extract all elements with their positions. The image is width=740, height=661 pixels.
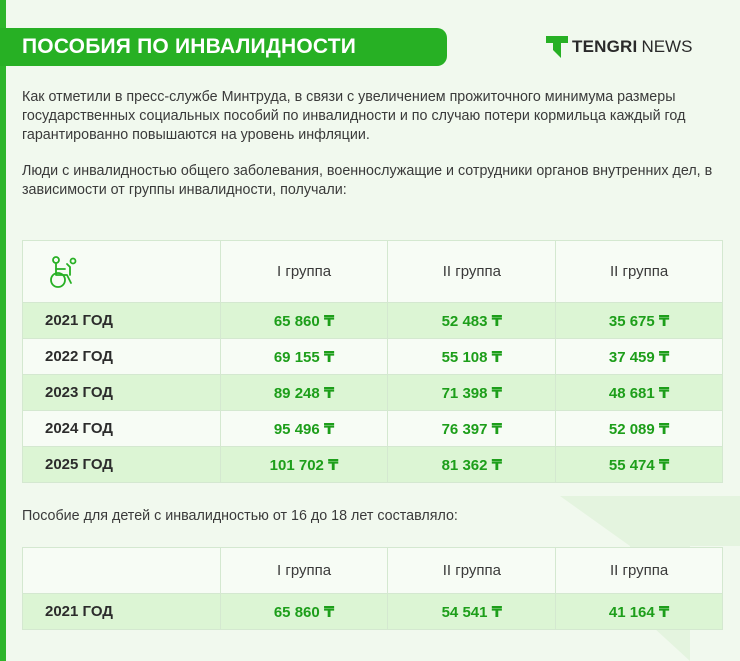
header-group-2: II группа (388, 548, 556, 594)
row-year: 2021 ГОД (23, 303, 221, 339)
header-group-1: I группа (220, 548, 388, 594)
row-value-group-3: 55 474 ₸ (556, 447, 723, 483)
table-header-row (23, 548, 723, 594)
table-header-row (23, 241, 723, 303)
header-group-3: II группа (556, 548, 723, 594)
row-year: 2024 ГОД (23, 411, 221, 447)
header-group-1: I группа (220, 241, 388, 303)
title-banner (0, 28, 447, 66)
header-group-3: II группа (556, 241, 723, 303)
row-value-group-1: 69 155 ₸ (220, 339, 388, 375)
row-value-group-3: 35 675 ₸ (556, 303, 723, 339)
row-year: 2025 ГОД (23, 447, 221, 483)
row-value-group-3: 52 089 ₸ (556, 411, 723, 447)
children-benefits-table (22, 547, 723, 630)
header-empty-cell (23, 548, 221, 594)
row-value-group-1: 101 702 ₸ (220, 447, 388, 483)
left-accent-bar (0, 0, 6, 661)
table-row (23, 447, 723, 483)
page-title: ПОСОБИЯ ПО ИНВАЛИДНОСТИ (22, 35, 357, 58)
children-caption: Пособие для детей с инвалидностью от 16 до 18 лет составляло: (22, 508, 458, 524)
row-year: 2021 ГОД (23, 594, 221, 630)
row-value-group-2: 71 398 ₸ (388, 375, 556, 411)
header-icon-cell (23, 241, 221, 303)
row-value-group-1: 65 860 ₸ (220, 594, 388, 630)
row-value-group-2: 81 362 ₸ (388, 447, 556, 483)
tengri-news-logo (546, 36, 692, 58)
tengri-logo-icon (546, 36, 568, 58)
row-value-group-2: 54 541 ₸ (388, 594, 556, 630)
table-row (23, 411, 723, 447)
table-row (23, 594, 723, 630)
table-row (23, 375, 723, 411)
intro-paragraph-2: Люди с инвалидностью общего заболевания, военнослужащие и сотрудники органов внутренних дел, в зависимости от группы инвалидности, получали: (22, 163, 713, 198)
row-year: 2022 ГОД (23, 339, 221, 375)
intro-paragraph-1: Как отметили в пресс-службе Минтруда, в связи с увеличением прожиточного минимума размеры государственных социальных пособий по инвалидности и по случаю потери кормильца каждый год гарантированно повышаются на уровень инфляции. (22, 89, 686, 143)
row-value-group-2: 52 483 ₸ (388, 303, 556, 339)
logo-suffix: NEWS (641, 37, 693, 56)
wheelchair-icon (45, 255, 79, 289)
logo-brand: TENGRI (572, 37, 638, 56)
row-value-group-3: 48 681 ₸ (556, 375, 723, 411)
table-row (23, 303, 723, 339)
row-value-group-3: 37 459 ₸ (556, 339, 723, 375)
row-value-group-1: 95 496 ₸ (220, 411, 388, 447)
row-value-group-1: 89 248 ₸ (220, 375, 388, 411)
header-group-2: II группа (388, 241, 556, 303)
row-year: 2023 ГОД (23, 375, 221, 411)
benefits-table (22, 240, 723, 483)
row-value-group-3: 41 164 ₸ (556, 594, 723, 630)
row-value-group-2: 76 397 ₸ (388, 411, 556, 447)
row-value-group-1: 65 860 ₸ (220, 303, 388, 339)
table-row (23, 339, 723, 375)
row-value-group-2: 55 108 ₸ (388, 339, 556, 375)
